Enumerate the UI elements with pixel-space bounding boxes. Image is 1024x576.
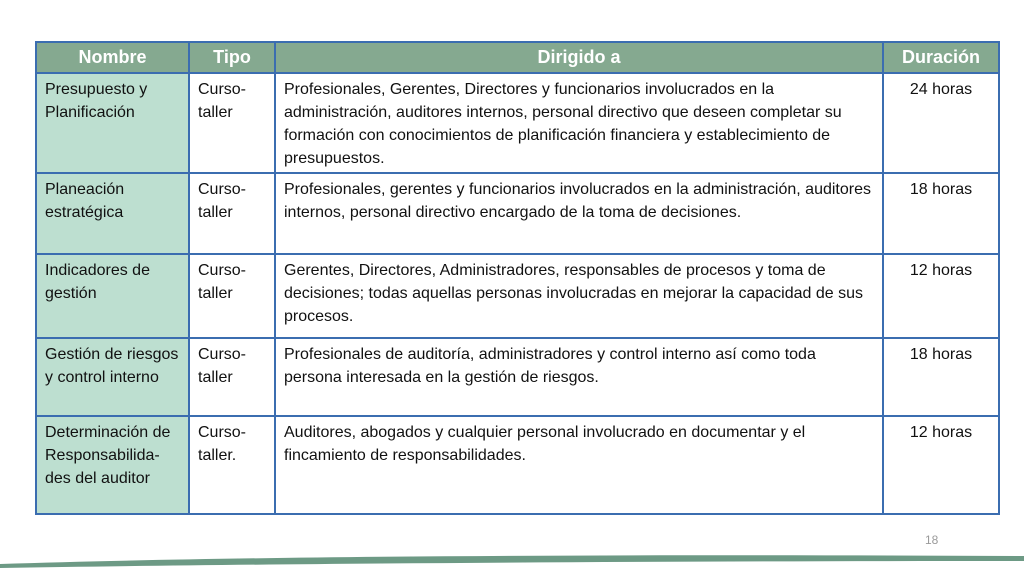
course-duration: 18 horas [883,173,999,254]
courses-table [35,41,1000,515]
table-row [36,254,999,338]
course-name: Gestión de riesgos y control interno [36,338,189,416]
course-type: Curso-taller [189,254,275,338]
course-type: Curso-taller. [189,416,275,514]
course-audience: Profesionales, gerentes y funcionarios involucrados en la administración, auditores internos, personal directivo encargado de la toma de decisiones. [275,173,883,254]
table-row [36,73,999,173]
course-type: Curso-taller [189,338,275,416]
course-audience: Auditores, abogados y cualquier personal involucrado en documentar y el fincamiento de responsabilidades. [275,416,883,514]
course-audience: Profesionales, Gerentes, Directores y funcionarios involucrados en la administración, auditores internos, personal directivo que deseen completar su formación con conocimientos de planificación financiera y establecimiento de presupuestos. [275,73,883,173]
page-number: 18 [925,533,939,547]
course-name: Planeación estratégica [36,173,189,254]
header-nombre: Nombre [36,42,189,73]
table-header-row [36,42,999,73]
course-audience: Gerentes, Directores, Administradores, responsables de procesos y toma de decisiones; todas aquellas personas involucradas en mejorar la capacidad de sus procesos. [275,254,883,338]
header-duracion: Duración [883,42,999,73]
header-dirigido: Dirigido a [275,42,883,73]
footer-band [0,553,1024,569]
course-name: Indicadores de gestión [36,254,189,338]
table-row [36,173,999,254]
course-duration: 18 horas [883,338,999,416]
footer-band-shape [0,555,1024,568]
course-audience: Profesionales de auditoría, administradores y control interno así como toda persona interesada en la gestión de riesgos. [275,338,883,416]
course-type: Curso-taller [189,173,275,254]
course-duration: 12 horas [883,416,999,514]
table-row [36,338,999,416]
course-name: Determinación de Responsabilida-des del auditor [36,416,189,514]
table-row [36,416,999,514]
course-duration: 24 horas [883,73,999,173]
course-duration: 12 horas [883,254,999,338]
course-type: Curso-taller [189,73,275,173]
course-name: Presupuesto y Planificación [36,73,189,173]
header-tipo: Tipo [189,42,275,73]
